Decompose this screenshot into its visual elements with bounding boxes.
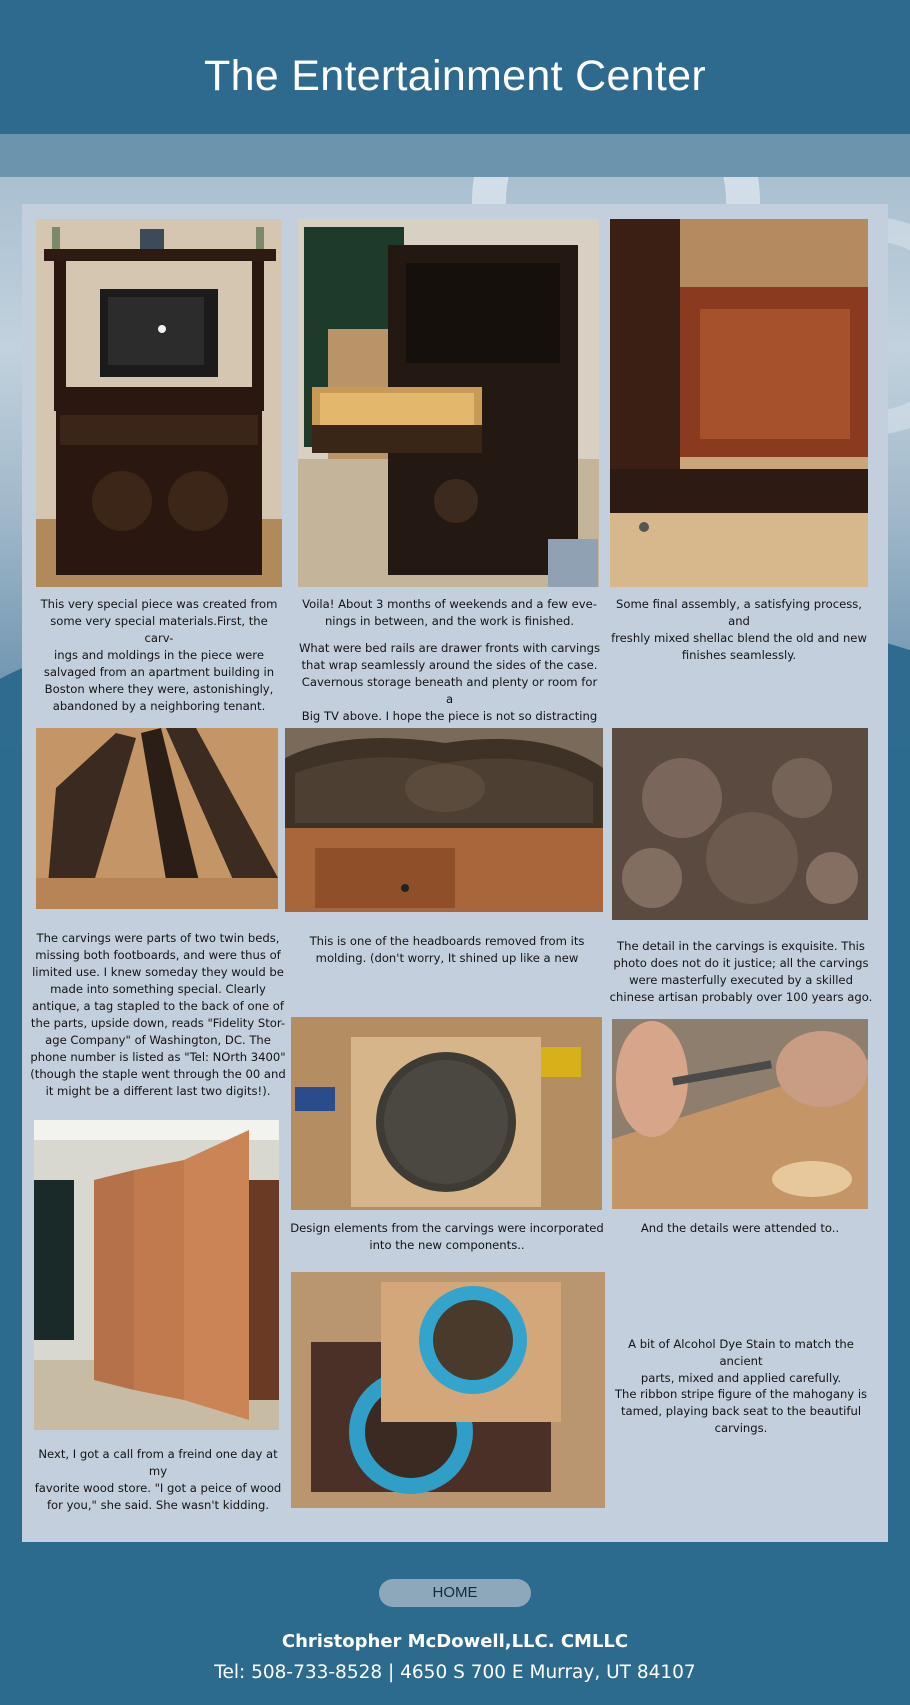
- caption-carving-detail: The detail in the carvings is exquisite. This photo does not do it justice; all the carvings were masterfully executed by a skilled chinese artisan probably over 100 years ago.: [609, 939, 873, 1004]
- photo-dye-stain-panels: [291, 1272, 605, 1508]
- photo-finished-cabinet: [36, 219, 282, 587]
- home-button[interactable]: HOME: [379, 1579, 531, 1607]
- page-header: [0, 0, 910, 134]
- photo-detail-carving-tool: [612, 1019, 868, 1209]
- caption-bed-rails: What were bed rails are drawer fronts with carvings that wrap seamlessly around the sides of the case. Cavernous storage beneath and plenty or room for a Big TV above. I hope the piece is not so distracting: [298, 641, 601, 723]
- photo-round-carving-panel: [291, 1017, 602, 1210]
- photo-mahogany-boards: [34, 1120, 279, 1430]
- photo-drawer-open: [298, 219, 599, 587]
- page-title: The Entertainment Center: [204, 52, 706, 100]
- company-name: Christopher McDowell,LLC. CMLLC: [281, 1631, 629, 1652]
- caption-final-assembly: Some final assembly, a satisfying process, and freshly mixed shellac blend the old and new finishes seamlessly.: [611, 597, 867, 662]
- caption-drawer: Voila! About 3 months of weekends and a few eve- nings in between, and the work is finished.: [302, 597, 597, 628]
- photo-bed-carvings: [36, 728, 278, 909]
- caption-design-elements: Design elements from the carvings were incorporated into the new components..: [290, 1221, 604, 1252]
- caption-dye-stain: A bit of Alcohol Dye Stain to match the ancient parts, mixed and applied carefully.: [628, 1337, 854, 1385]
- photo-shellac-finish: [610, 219, 868, 587]
- caption-details-attended: And the details were attended to..: [640, 1221, 840, 1235]
- photo-carving-detail: [612, 728, 868, 920]
- caption-ribbon-stripe: The ribbon stripe figure of the mahogany is tamed, playing back seat to the beautiful carvings.: [614, 1387, 868, 1435]
- caption-bed-carvings: The carvings were parts of two twin beds, missing both footboards, and were thus of limited use. I knew someday they would be made into something special. Clearly antique, a tag stapled to the back of one of the parts, upside down, reads "Fidelity Stor- age Company" of Washington, DC. The phone number is listed as "Tel: NOrth 3400" (though the staple went through the 00 and it might be a different last two digits!).: [30, 931, 286, 1098]
- caption-wood-call: Next, I got a call from a freind one day at my favorite wood store. "I got a peice of wood for you," she said. She wasn't kidding.: [34, 1447, 282, 1512]
- contact-info: Tel: 508-733-8528 | 4650 S 700 E Murray, UT 84107: [214, 1662, 696, 1683]
- photo-headboard: [285, 728, 603, 912]
- caption-finished-piece: This very special piece was created from some very special materials.First, the carv- ings and moldings in the piece were salvaged from an apartment building in Boston where they were, astonishingly, abandoned by a neighboring tenant.: [40, 597, 278, 713]
- caption-headboard: This is one of the headboards removed from its molding. (don't worry, It shined up like a new: [309, 934, 585, 965]
- header-band: [0, 134, 910, 177]
